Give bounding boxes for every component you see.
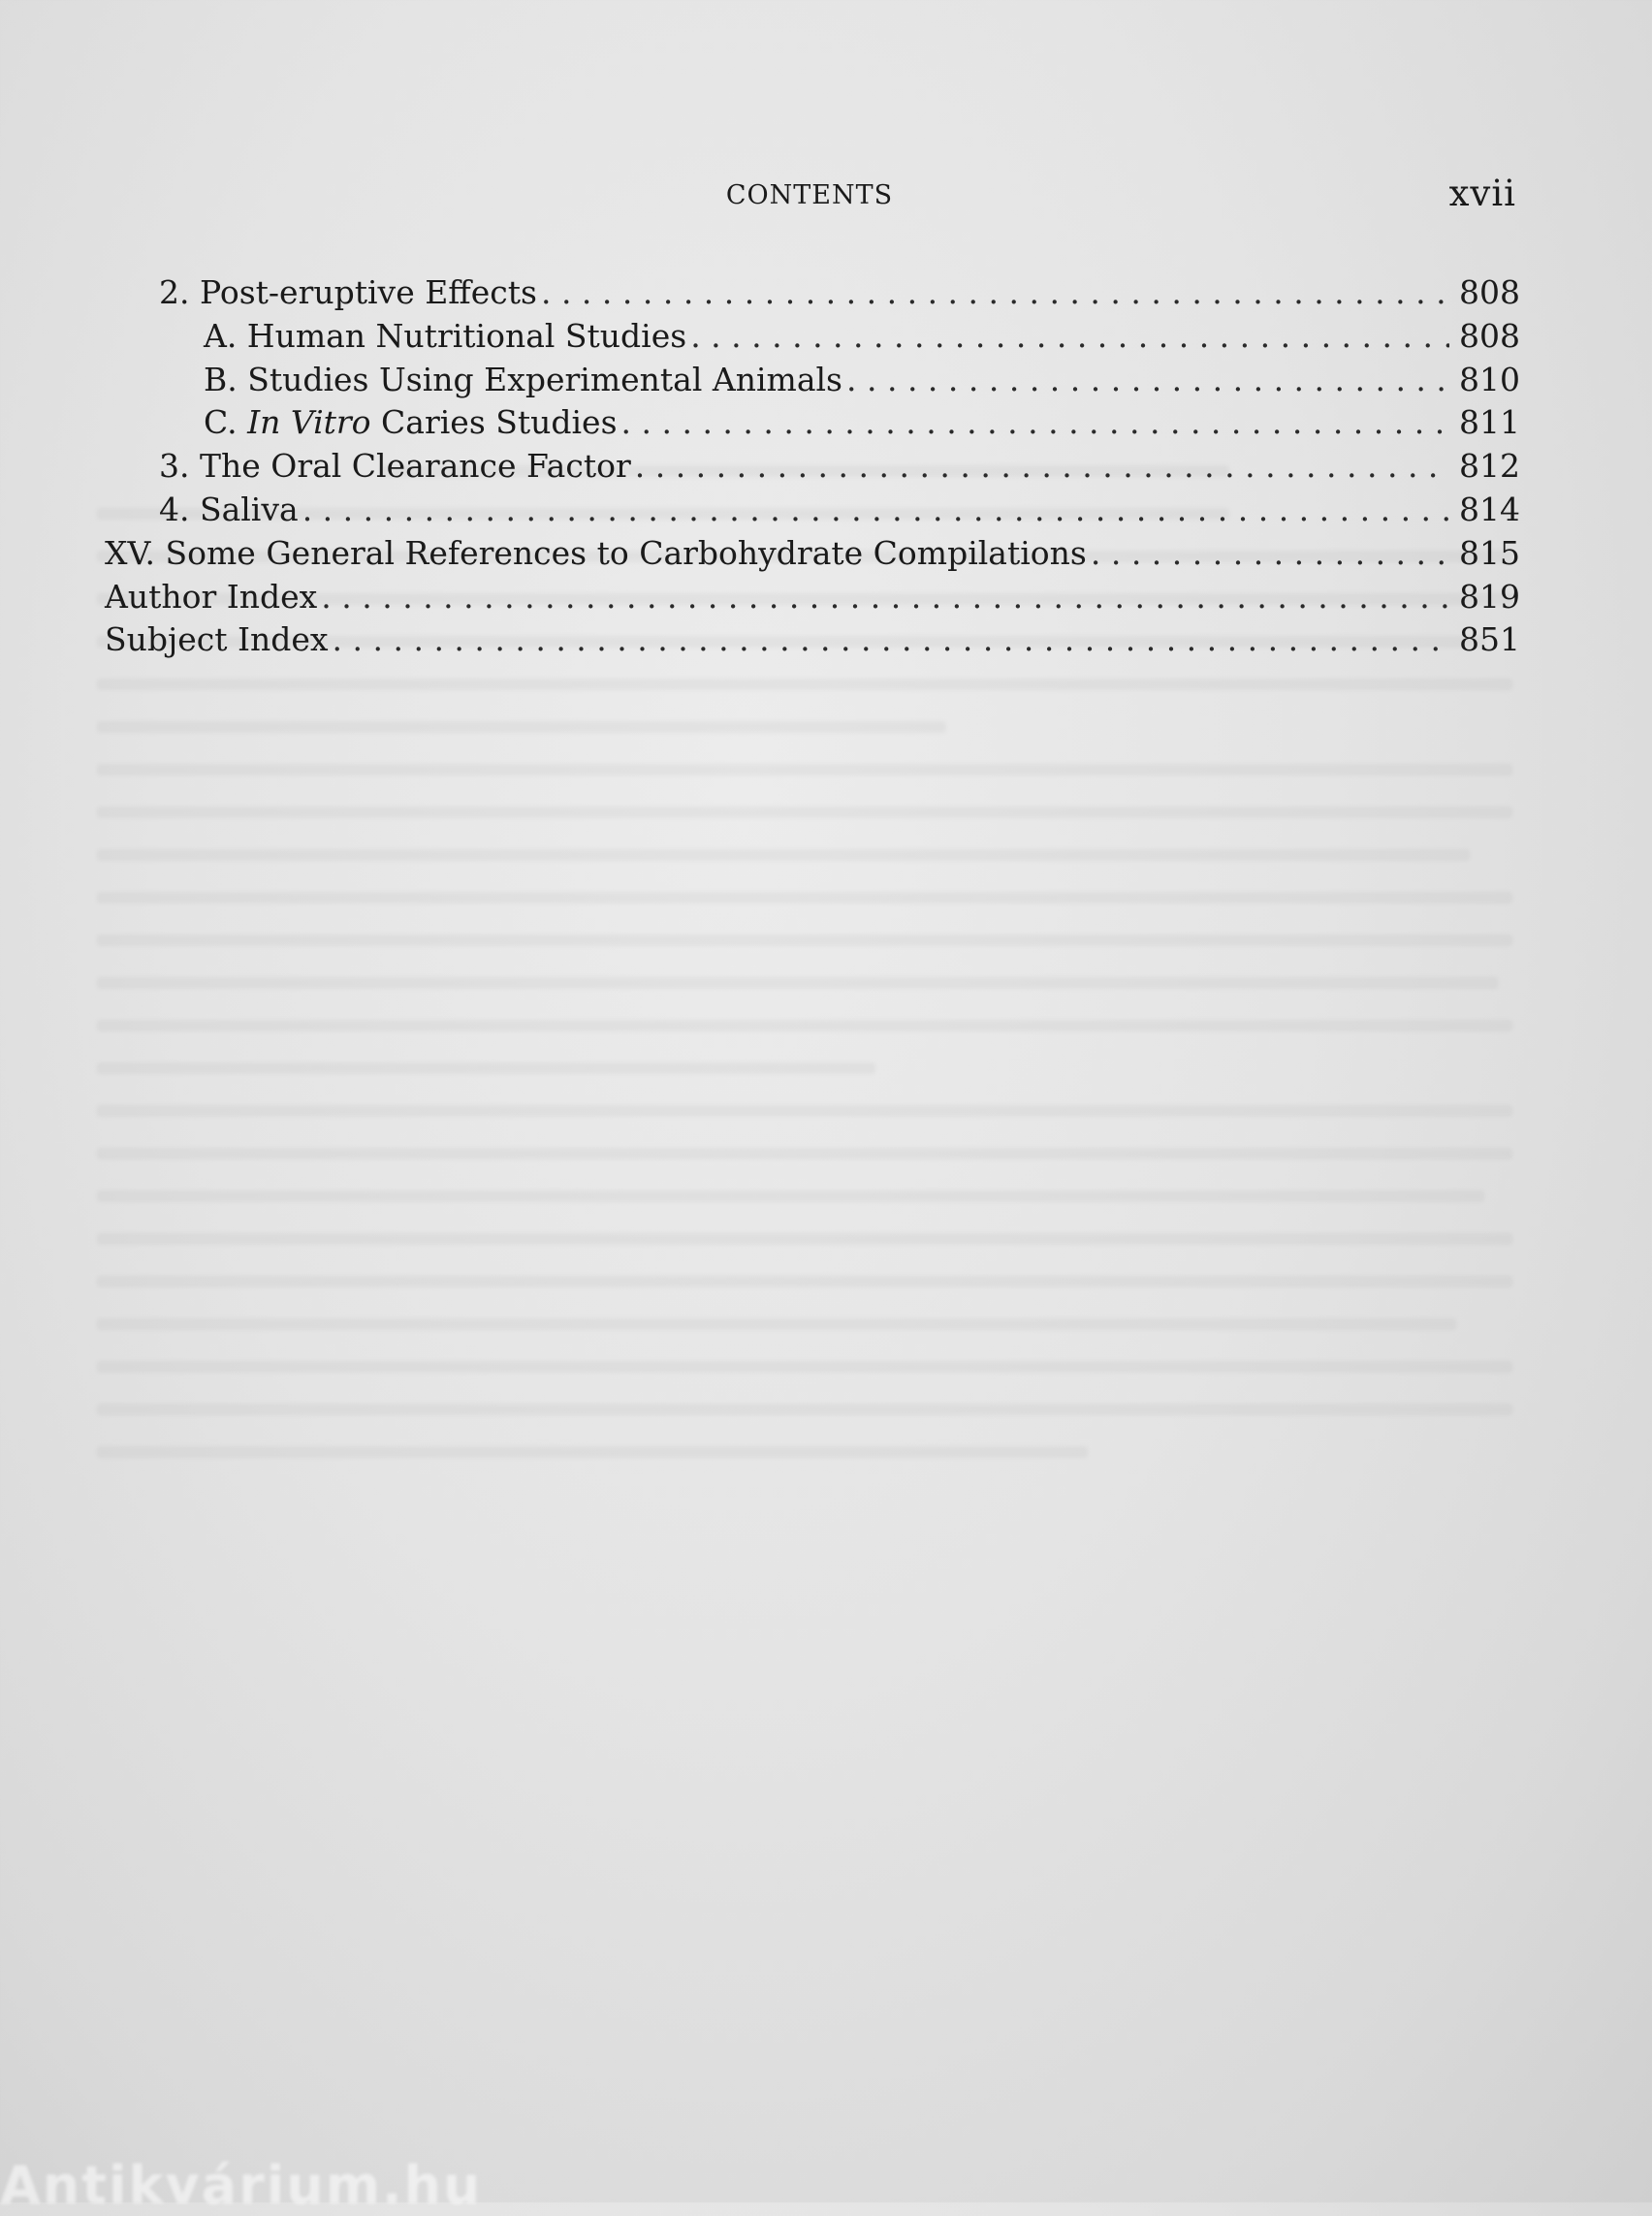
label-prefix: C. [204,403,248,442]
toc-entry [105,271,1520,315]
toc-entry-page: 808 [1459,273,1520,311]
toc-entry-page: 810 [1459,360,1520,398]
table-of-contents [105,271,1520,662]
toc-entry-label: 4. Saliva [159,490,299,528]
toc-entry-label: Author Index [105,577,318,616]
toc-entry [105,576,1520,619]
dot-leader [321,576,1449,619]
toc-entry-label: A. Human Nutritional Studies [204,316,687,355]
dot-leader [690,315,1449,359]
toc-entry [105,489,1520,532]
toc-entry-page: 808 [1459,316,1520,355]
toc-entry-page: 819 [1459,577,1520,616]
toc-entry-page: 815 [1459,533,1520,572]
dot-leader [846,359,1449,402]
toc-entry [105,315,1520,359]
toc-entry-page: 811 [1459,403,1520,442]
toc-entry-page: 812 [1459,447,1520,486]
toc-entry [105,401,1520,445]
toc-entry-label: 2. Post-eruptive Effects [159,273,537,311]
toc-entry-label: 3. The Oral Clearance Factor [159,447,631,486]
dot-leader [635,445,1449,489]
toc-entry-page: 814 [1459,490,1520,528]
show-through-text [97,465,1512,2016]
toc-entry-label: Subject Index [105,620,329,659]
dot-leader [302,489,1449,532]
toc-entry [105,445,1520,489]
watermark: Antikvárium.hu [0,2155,483,2216]
label-italic: In Vitro [247,403,371,442]
toc-entry-label: XV. Some General References to Carbohydrate Compilations [105,533,1087,572]
dot-leader [541,271,1449,315]
dot-leader [333,618,1449,662]
toc-entry [105,359,1520,402]
dot-leader [1091,532,1449,576]
toc-entry-page: 851 [1459,620,1520,659]
toc-entry-label [204,401,618,445]
running-title: CONTENTS [725,180,894,210]
toc-entry-label: B. Studies Using Experimental Animals [204,360,842,398]
toc-entry [105,532,1520,576]
page-number: xvii [1448,173,1516,214]
toc-entry [105,618,1520,662]
label-suffix: Caries Studies [370,403,618,442]
dot-leader [621,401,1449,445]
